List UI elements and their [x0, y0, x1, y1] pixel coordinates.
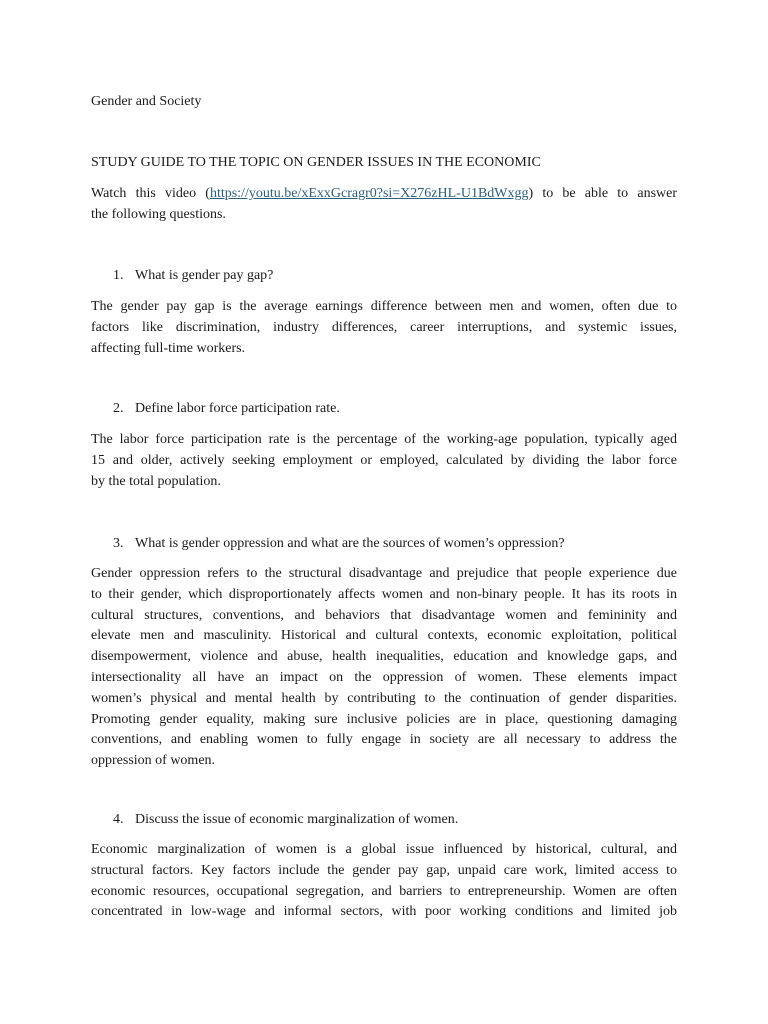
question-4: 4. Discuss the issue of economic marginalization of women.: [113, 812, 459, 827]
answer-3: Gender oppression refers to the structural disadvantage and prejudice that people experience due to their gender, which disproportionately affects women and non-binary people. It has its roots in cultural structures, conventions, and behaviors that disadvantage women and femininity and elevate men and masculinity. Historical and cultural contexts, economic exploitation, political disempowerment, violence and abuse, health inequalities, education and knowledge gaps, and intersectionality all have an impact on the oppression of women. These elements impact women’s physical and mental health by contributing to the continuation of gender disparities. Promoting gender equality, making sure inclusive policies are in place, questioning damaging conventions, and enabling women to fully engage in society are all necessary to address the oppression of women.: [91, 566, 677, 769]
answer-2: The labor force participation rate is the percentage of the working-age population, typically aged 15 and older, actively seeking employment or employed, calculated by dividing the labor force by the total population.: [91, 432, 677, 489]
answer-1: The gender pay gap is the average earnings difference between men and women, often due to factors like discrimination, industry differences, career interruptions, and systemic issues, affecting full-time workers.: [91, 299, 677, 356]
answer-4: Economic marginalization of women is a global issue influenced by historical, cultural, and structural factors. Key factors include the gender pay gap, unpaid care work, limited access to economic resources, occupational segregation, and barriers to entrepreneurship. Women are often concentrated in low-wage and informal sectors, with poor working conditions and limited job: [91, 842, 677, 920]
question-2: 2. Define labor force participation rate.: [113, 401, 340, 416]
guide-title: STUDY GUIDE TO THE TOPIC ON GENDER ISSUES IN THE ECONOMIC: [91, 155, 541, 170]
course-title: Gender and Society: [91, 94, 202, 109]
video-link[interactable]: https://youtu.be/xExxGcragr0?si=X276zHL-U1BdWxgg: [209, 186, 529, 201]
intro-line-1: Watch this video (https://youtu.be/xExxGcragr0?si=X276zHL-U1BdWxgg) to be able to answer: [91, 186, 677, 201]
question-3: 3. What is gender oppression and what are the sources of women’s oppression?: [113, 536, 565, 551]
intro-paragraph: [91, 184, 677, 226]
question-1: 1. What is gender pay gap?: [113, 268, 274, 283]
intro-line-2: the following questions.: [91, 206, 226, 222]
